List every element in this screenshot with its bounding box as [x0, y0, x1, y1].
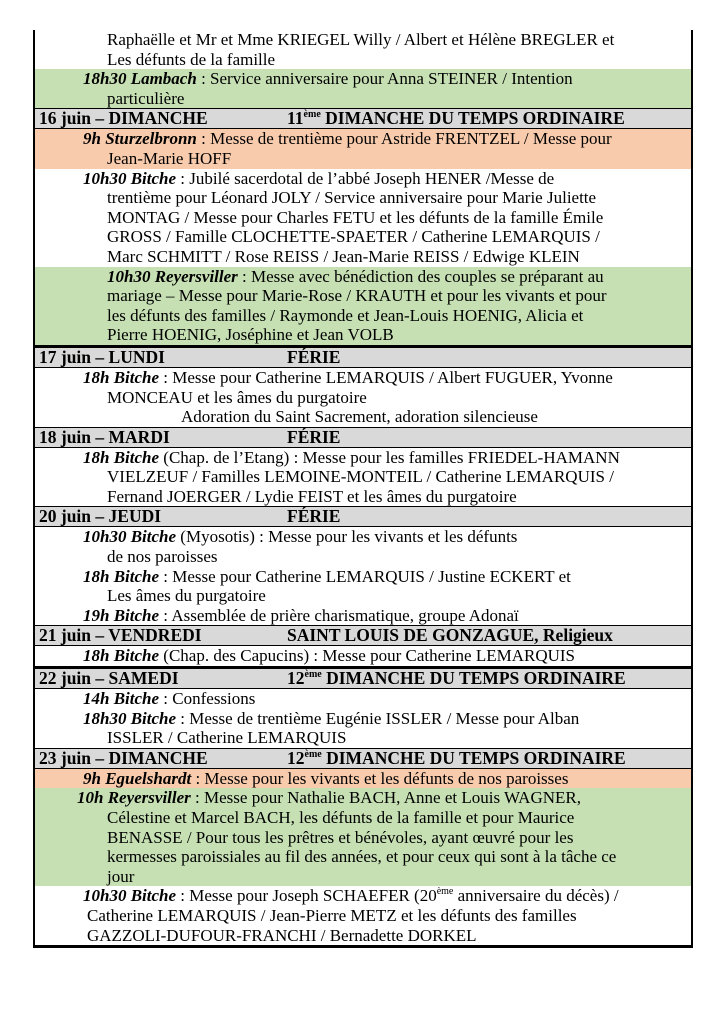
day-date: 23 juin – DIMANCHE: [39, 747, 208, 768]
title-number: 12: [287, 747, 305, 768]
service-text: ISSLER / Catherine LEMARQUIS: [107, 728, 347, 748]
service-entry: [35, 129, 691, 168]
service-time-place: 18h30 Bitche: [83, 708, 177, 728]
day-header: [35, 506, 691, 527]
service-text: jour: [107, 866, 135, 886]
day-section: [35, 666, 691, 748]
entry-line: [35, 388, 691, 408]
service-text: : Messe avec bénédiction des couples se préparant au: [237, 266, 604, 286]
service-text: (Chap. des Capucins) : Messe pour Catherine LEMARQUIS: [159, 646, 576, 666]
service-text: Raphaëlle et Mr et Mme KRIEGEL Willy / Albert et Hélène BREGLER et: [107, 30, 615, 49]
service-time-place: 9h Sturzelbronn: [83, 129, 197, 149]
day-header: [35, 625, 691, 646]
service-text: Les âmes du purgatoire: [107, 586, 266, 606]
service-text: : Messe pour Catherine LEMARQUIS / Albert FUGUER, Yvonne: [159, 367, 613, 387]
service-entry: [35, 769, 691, 789]
entry-line: [35, 926, 691, 946]
service-entry: [35, 646, 691, 666]
service-text: anniversaire du décès) /: [453, 886, 619, 906]
service-entry: [35, 886, 691, 945]
entry-line: [35, 69, 691, 89]
service-text: kermesses paroissiales au fil des années, et pour ceux qui sont à la tâche ce: [107, 847, 617, 867]
title-number: 11: [287, 108, 304, 129]
entry-line: [35, 586, 691, 606]
entry-line: [35, 788, 691, 808]
service-text: : Messe pour Nathalie BACH, Anne et Louis WAGNER,: [190, 788, 581, 808]
day-date: 17 juin – LUNDI: [39, 346, 165, 367]
liturgical-title: [287, 669, 626, 688]
liturgical-title: [287, 749, 626, 768]
entry-line: [35, 709, 691, 729]
entry-line: [35, 188, 691, 208]
day-date: 21 juin – VENDREDI: [39, 625, 202, 646]
service-text: Célestine et Marcel BACH, les défunts de la famille et pour Maurice: [107, 808, 575, 827]
service-text: Adoration du Saint Sacrement, adoration silencieuse: [181, 407, 538, 427]
entry-line: [35, 867, 691, 887]
liturgical-title: [287, 507, 340, 526]
service-text: : Messe de trentième Eugénie ISSLER / Messe pour Alban: [176, 708, 580, 728]
service-text: : Service anniversaire pour Anna STEINER / Intention: [196, 69, 573, 89]
title-text: SAINT LOUIS DE GONZAGUE, Religieux: [287, 625, 613, 646]
day-section: [35, 30, 691, 108]
day-section: [35, 625, 691, 666]
entry-line: [35, 906, 691, 926]
day-header: [35, 108, 691, 129]
service-text: de nos paroisses: [107, 547, 218, 567]
entry-line: [35, 487, 691, 507]
entry-line: [35, 728, 691, 748]
liturgical-title: [287, 348, 340, 367]
title-number: 12: [287, 668, 305, 689]
entry-line: [35, 368, 691, 388]
service-text: : Messe pour Catherine LEMARQUIS / Justine ECKERT et: [159, 566, 571, 586]
title-ordinal-suffix: ème: [304, 748, 322, 760]
service-text: : Jubilé sacerdotal de l’abbé Joseph HENER /Messe de: [176, 168, 555, 188]
entry-line: [35, 286, 691, 306]
title-text: DIMANCHE DU TEMPS ORDINAIRE: [321, 747, 626, 768]
service-time-place: 14h Bitche: [83, 689, 160, 709]
service-time-place: 18h30 Lambach: [83, 69, 197, 89]
title-text: FÉRIE: [287, 426, 341, 447]
service-text: Jean-Marie HOFF: [107, 148, 232, 168]
service-time-place: 10h30 Bitche: [83, 527, 177, 547]
service-time-place: 9h Eguelshardt: [83, 768, 192, 788]
service-text: : Assemblée de prière charismatique, groupe Adonaï: [159, 605, 519, 625]
service-text: VIELZEUF / Familles LEMOINE-MONTEIL / Catherine LEMARQUIS /: [107, 467, 614, 487]
entry-line: [35, 527, 691, 547]
service-time-place: 18h Bitche: [83, 447, 160, 467]
service-text: Marc SCHMITT / Rose REISS / Jean-Marie REISS / Edwige KLEIN: [107, 246, 580, 266]
entry-line: [35, 646, 691, 666]
service-time-place: 10h Reyersviller: [77, 788, 191, 808]
entry-line: [35, 467, 691, 487]
service-entry: [35, 788, 691, 886]
entry-line: [35, 847, 691, 867]
entry-line: [35, 886, 691, 906]
liturgical-title: [287, 109, 625, 128]
day-section: [35, 748, 691, 945]
day-header: [35, 748, 691, 769]
day-header: [35, 666, 691, 689]
service-text: Fernand JOERGER / Lydie FEIST et les âmes du purgatoire: [107, 486, 517, 506]
entry-line: [35, 169, 691, 189]
day-date: 22 juin – SAMEDI: [39, 668, 179, 689]
ordinal-suffix: ème: [436, 886, 454, 898]
entry-line: [35, 208, 691, 228]
title-text: DIMANCHE DU TEMPS ORDINAIRE: [320, 108, 625, 129]
day-date: 16 juin – DIMANCHE: [39, 108, 208, 129]
service-text: mariage – Messe pour Marie-Rose / KRAUTH et pour les vivants et pour: [107, 286, 607, 306]
service-time-place: 18h Bitche: [83, 646, 160, 666]
service-entry: [35, 448, 691, 507]
service-text: MONTAG / Messe pour Charles FETU et les défunts de la famille Émile: [107, 207, 604, 227]
entry-line: [35, 247, 691, 267]
title-text: FÉRIE: [287, 506, 341, 527]
service-entry: [35, 69, 691, 108]
service-text: les défunts des familles / Raymonde et Jean-Louis HOENIG, Alicia et: [107, 305, 584, 325]
day-section: [35, 108, 691, 345]
service-time-place: 10h30 Reyersviller: [107, 266, 238, 286]
title-ordinal-suffix: ème: [303, 109, 321, 121]
service-text: Les défunts de la famille: [107, 49, 276, 69]
entry-line: [35, 689, 691, 709]
entry-line: [35, 129, 691, 149]
day-section: [35, 427, 691, 507]
title-text: DIMANCHE DU TEMPS ORDINAIRE: [321, 668, 626, 689]
title-ordinal-suffix: ème: [304, 669, 322, 681]
liturgical-title: [287, 626, 613, 645]
day-section: [35, 506, 691, 625]
day-header: [35, 345, 691, 368]
entry-line: [35, 448, 691, 468]
service-time-place: 10h30 Bitche: [83, 886, 177, 906]
day-section: [35, 345, 691, 427]
mass-schedule-table: [33, 30, 693, 948]
entry-line: [35, 267, 691, 287]
entry-line: [35, 149, 691, 169]
service-text: BENASSE / Pour tous les prêtres et bénévoles, ayant œuvré pour les: [107, 827, 574, 847]
service-text: (Chap. de l’Etang) : Messe pour les familles FRIEDEL-HAMANN: [159, 447, 620, 467]
entry-line: [35, 306, 691, 326]
entry-line: [35, 30, 691, 50]
day-date: 20 juin – JEUDI: [39, 506, 162, 527]
service-entry: [35, 30, 691, 69]
service-entry: [35, 527, 691, 625]
service-text: : Messe pour Joseph SCHAEFER (20: [176, 886, 437, 906]
day-header: [35, 427, 691, 448]
entry-line: [35, 50, 691, 70]
service-entry: [35, 267, 691, 345]
service-text: : Messe de trentième pour Astride FRENTZEL / Messe pour: [196, 129, 612, 149]
entry-line: [35, 606, 691, 626]
service-text: MONCEAU et les âmes du purgatoire: [107, 387, 367, 407]
service-text: trentième pour Léonard JOLY / Service anniversaire pour Marie Juliette: [107, 188, 597, 208]
day-date: 18 juin – MARDI: [39, 426, 170, 447]
service-text: GROSS / Famille CLOCHETTE-SPAETER / Catherine LEMARQUIS /: [107, 227, 600, 247]
service-entry: [35, 169, 691, 267]
service-entry: [35, 368, 691, 427]
liturgical-title: [287, 428, 340, 447]
service-text: GAZZOLI-DUFOUR-FRANCHI / Bernadette DORKEL: [87, 925, 477, 945]
service-text: Pierre HOENIG, Joséphine et Jean VOLB: [107, 325, 394, 345]
service-text: : Confessions: [159, 689, 256, 709]
entry-line: [35, 227, 691, 247]
service-entry: [35, 689, 691, 748]
service-text: Catherine LEMARQUIS / Jean-Pierre METZ et les défunts des familles: [87, 905, 577, 925]
service-time-place: 19h Bitche: [83, 605, 160, 625]
entry-line: [35, 567, 691, 587]
service-time-place: 18h Bitche: [83, 566, 160, 586]
entry-line: [35, 547, 691, 567]
service-text: : Messe pour les vivants et les défunts de nos paroisses: [191, 768, 569, 788]
entry-line: [35, 325, 691, 345]
entry-line: [35, 808, 691, 828]
service-time-place: 10h30 Bitche: [83, 168, 177, 188]
entry-line: [35, 828, 691, 848]
service-time-place: 18h Bitche: [83, 367, 160, 387]
title-text: FÉRIE: [287, 346, 341, 367]
entry-line: [35, 89, 691, 109]
entry-line: [35, 769, 691, 789]
service-text: (Myosotis) : Messe pour les vivants et les défunts: [176, 527, 518, 547]
service-text: particulière: [107, 88, 185, 108]
entry-line: [35, 407, 691, 427]
